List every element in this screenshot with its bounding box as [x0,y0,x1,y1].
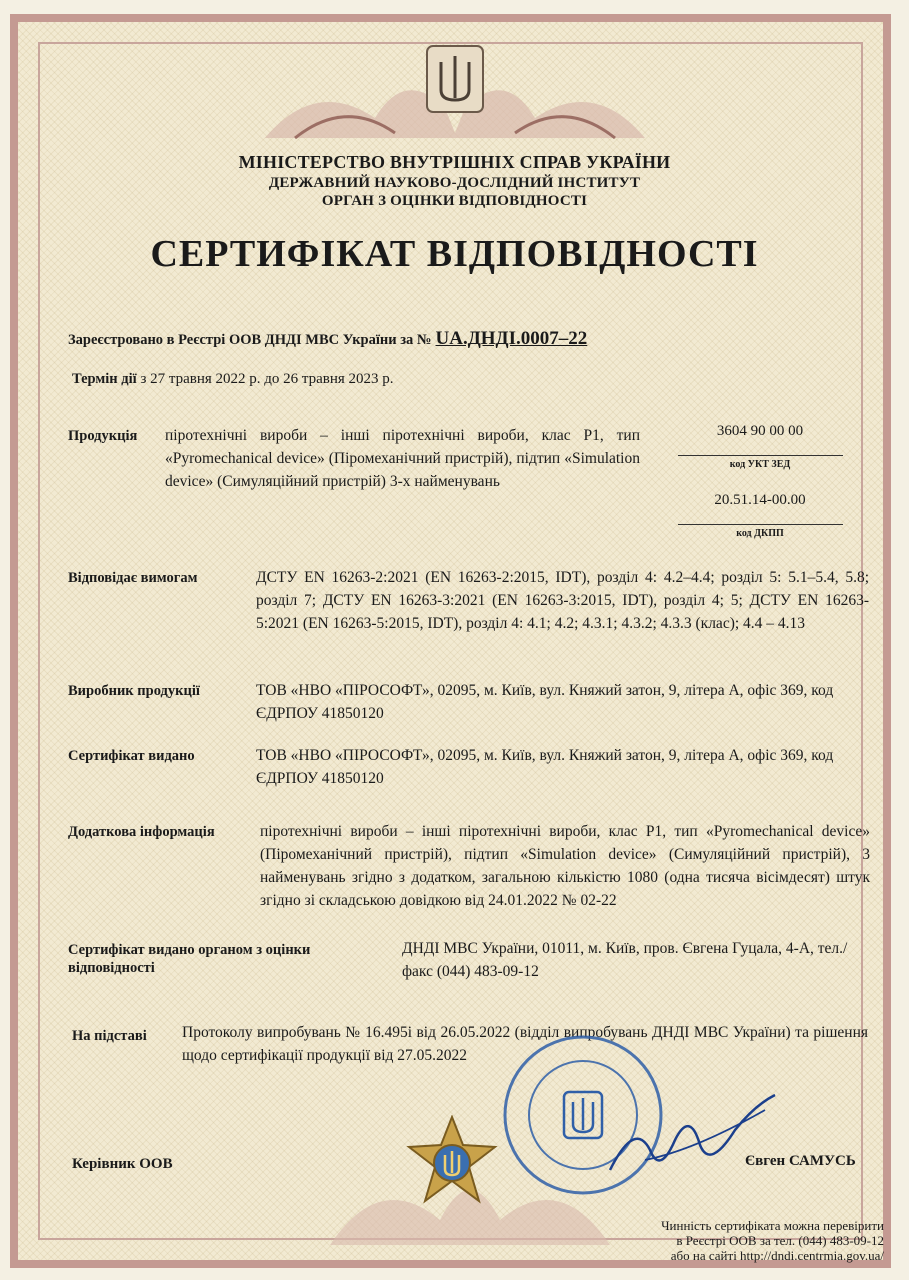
ukt-code: 3604 90 00 00 [716,423,804,439]
ukt-line [678,455,843,456]
ministry-emblem-icon [405,1115,500,1215]
issued-to-label: Сертифікат видано [68,748,195,764]
registration-label: Зареєстровано в Реєстрі ООВ ДНДІ МВС України за № [68,332,432,348]
signature-role: Керівник ООВ [72,1156,173,1172]
issuer-label [68,941,310,977]
verification-line1: Чинність сертифіката можна перевірити [661,1218,884,1233]
validity-text: з 27 травня 2022 р. до 26 травня 2023 р. [140,371,394,387]
body-name: ОРГАН З ОЦІНКИ ВІДПОВІДНОСТІ [321,193,588,209]
registration-row [68,328,587,350]
verification-line2: в Реєстрі ООВ за тел. (044) 483-09-12 [676,1233,884,1248]
issuer-label-line1: Сертифікат видано органом з оцінки [68,942,311,958]
issuer-text: ДНДІ МВС України, 01011, м. Київ, пров. Євгена Гуцала, 4-А, тел./факс (044) 483-09-12 [402,940,848,980]
registration-number: UA.ДНДІ.0007–22 [435,328,588,349]
issued-to-text: ТОВ «НВО «ПІРОСОФТ», 02095, м. Київ, вул. Княжий затон, 9, літера А, офіс 369, код ЄДРПОУ 41850120 [256,747,834,787]
coat-of-arms-ornament [255,38,655,148]
page-title: СЕРТИФІКАТ ВІДПОВІДНОСТІ [150,233,759,275]
validity-label: Термін дії [72,371,137,387]
ukt-caption: код УКТ ЗЕД [729,459,791,470]
verification-note [661,1218,884,1263]
dkpp-caption: код ДКПП [736,528,784,539]
requirements-text: ДСТУ EN 16263-2:2021 (EN 16263-2:2015, IDT), розділ 4: 4.2–4.4; розділ 5: 5.1–5.4, 5.8; розділ 7; ДСТУ EN 16263-3:2021 (EN 16263-3:2015, IDT), розділ 4; 5; ДСТУ EN 16263-5:2021 (EN 16263-5:2015, IDT), розділ 4: 4.1; 4.2; 4.3.1; 4.3.2; 4.3.3 (клас); 4.4 – 4.13 [256,569,869,632]
dkpp-line [678,524,843,525]
requirements-label: Відповідає вимогам [68,570,198,586]
institute-name: ДЕРЖАВНИЙ НАУКОВО-ДОСЛІДНИЙ ІНСТИТУТ [268,175,641,191]
validity-row [72,371,394,388]
additional-text: піротехнічні вироби – інші піротехнічні вироби, клас P1, тип «Pyromechanical device» (Піромеханічний пристрій), підтип «Simulation device» (Симуляційний пристрій), 3 найменувань згідно з додатком, загальною кількістю 1080 (одна тисяча вісімдесят) штук згідно зі складською довідкою від 24.01.2022 № 02-22 [260,823,870,909]
additional-label: Додаткова інформація [68,824,215,840]
product-label: Продукція [68,428,138,444]
basis-text: Протоколу випробувань № 16.495і від 26.05.2022 (відділ випробувань ДНДІ МВС України) та рішення щодо сертифікації продукції від 27.05.2022 [182,1024,868,1064]
manufacturer-text: ТОВ «НВО «ПІРОСОФТ», 02095, м. Київ, вул. Княжий затон, 9, літера А, офіс 369, код ЄДРПОУ 41850120 [256,682,834,722]
issuer-label-line2: відповідності [68,960,155,976]
dkpp-code: 20.51.14-00.00 [714,492,806,508]
verification-line3: або на сайті http://dndi.centrmia.gov.ua/ [670,1248,884,1263]
signature-icon [605,1090,780,1190]
signature-name: Євген САМУСЬ [745,1153,856,1169]
ministry-name: МІНІСТЕРСТВО ВНУТРІШНІХ СПРАВ УКРАЇНИ [238,152,671,172]
manufacturer-label: Виробник продукції [68,683,200,699]
basis-label: На підставі [72,1028,147,1044]
product-text: піротехнічні вироби – інші піротехнічні вироби, клас P1, тип «Pyromechanical device» (Піромеханічний пристрій), підтип «Simulation device» (Симуляційний пристрій) 3-х найменувань [165,427,640,490]
